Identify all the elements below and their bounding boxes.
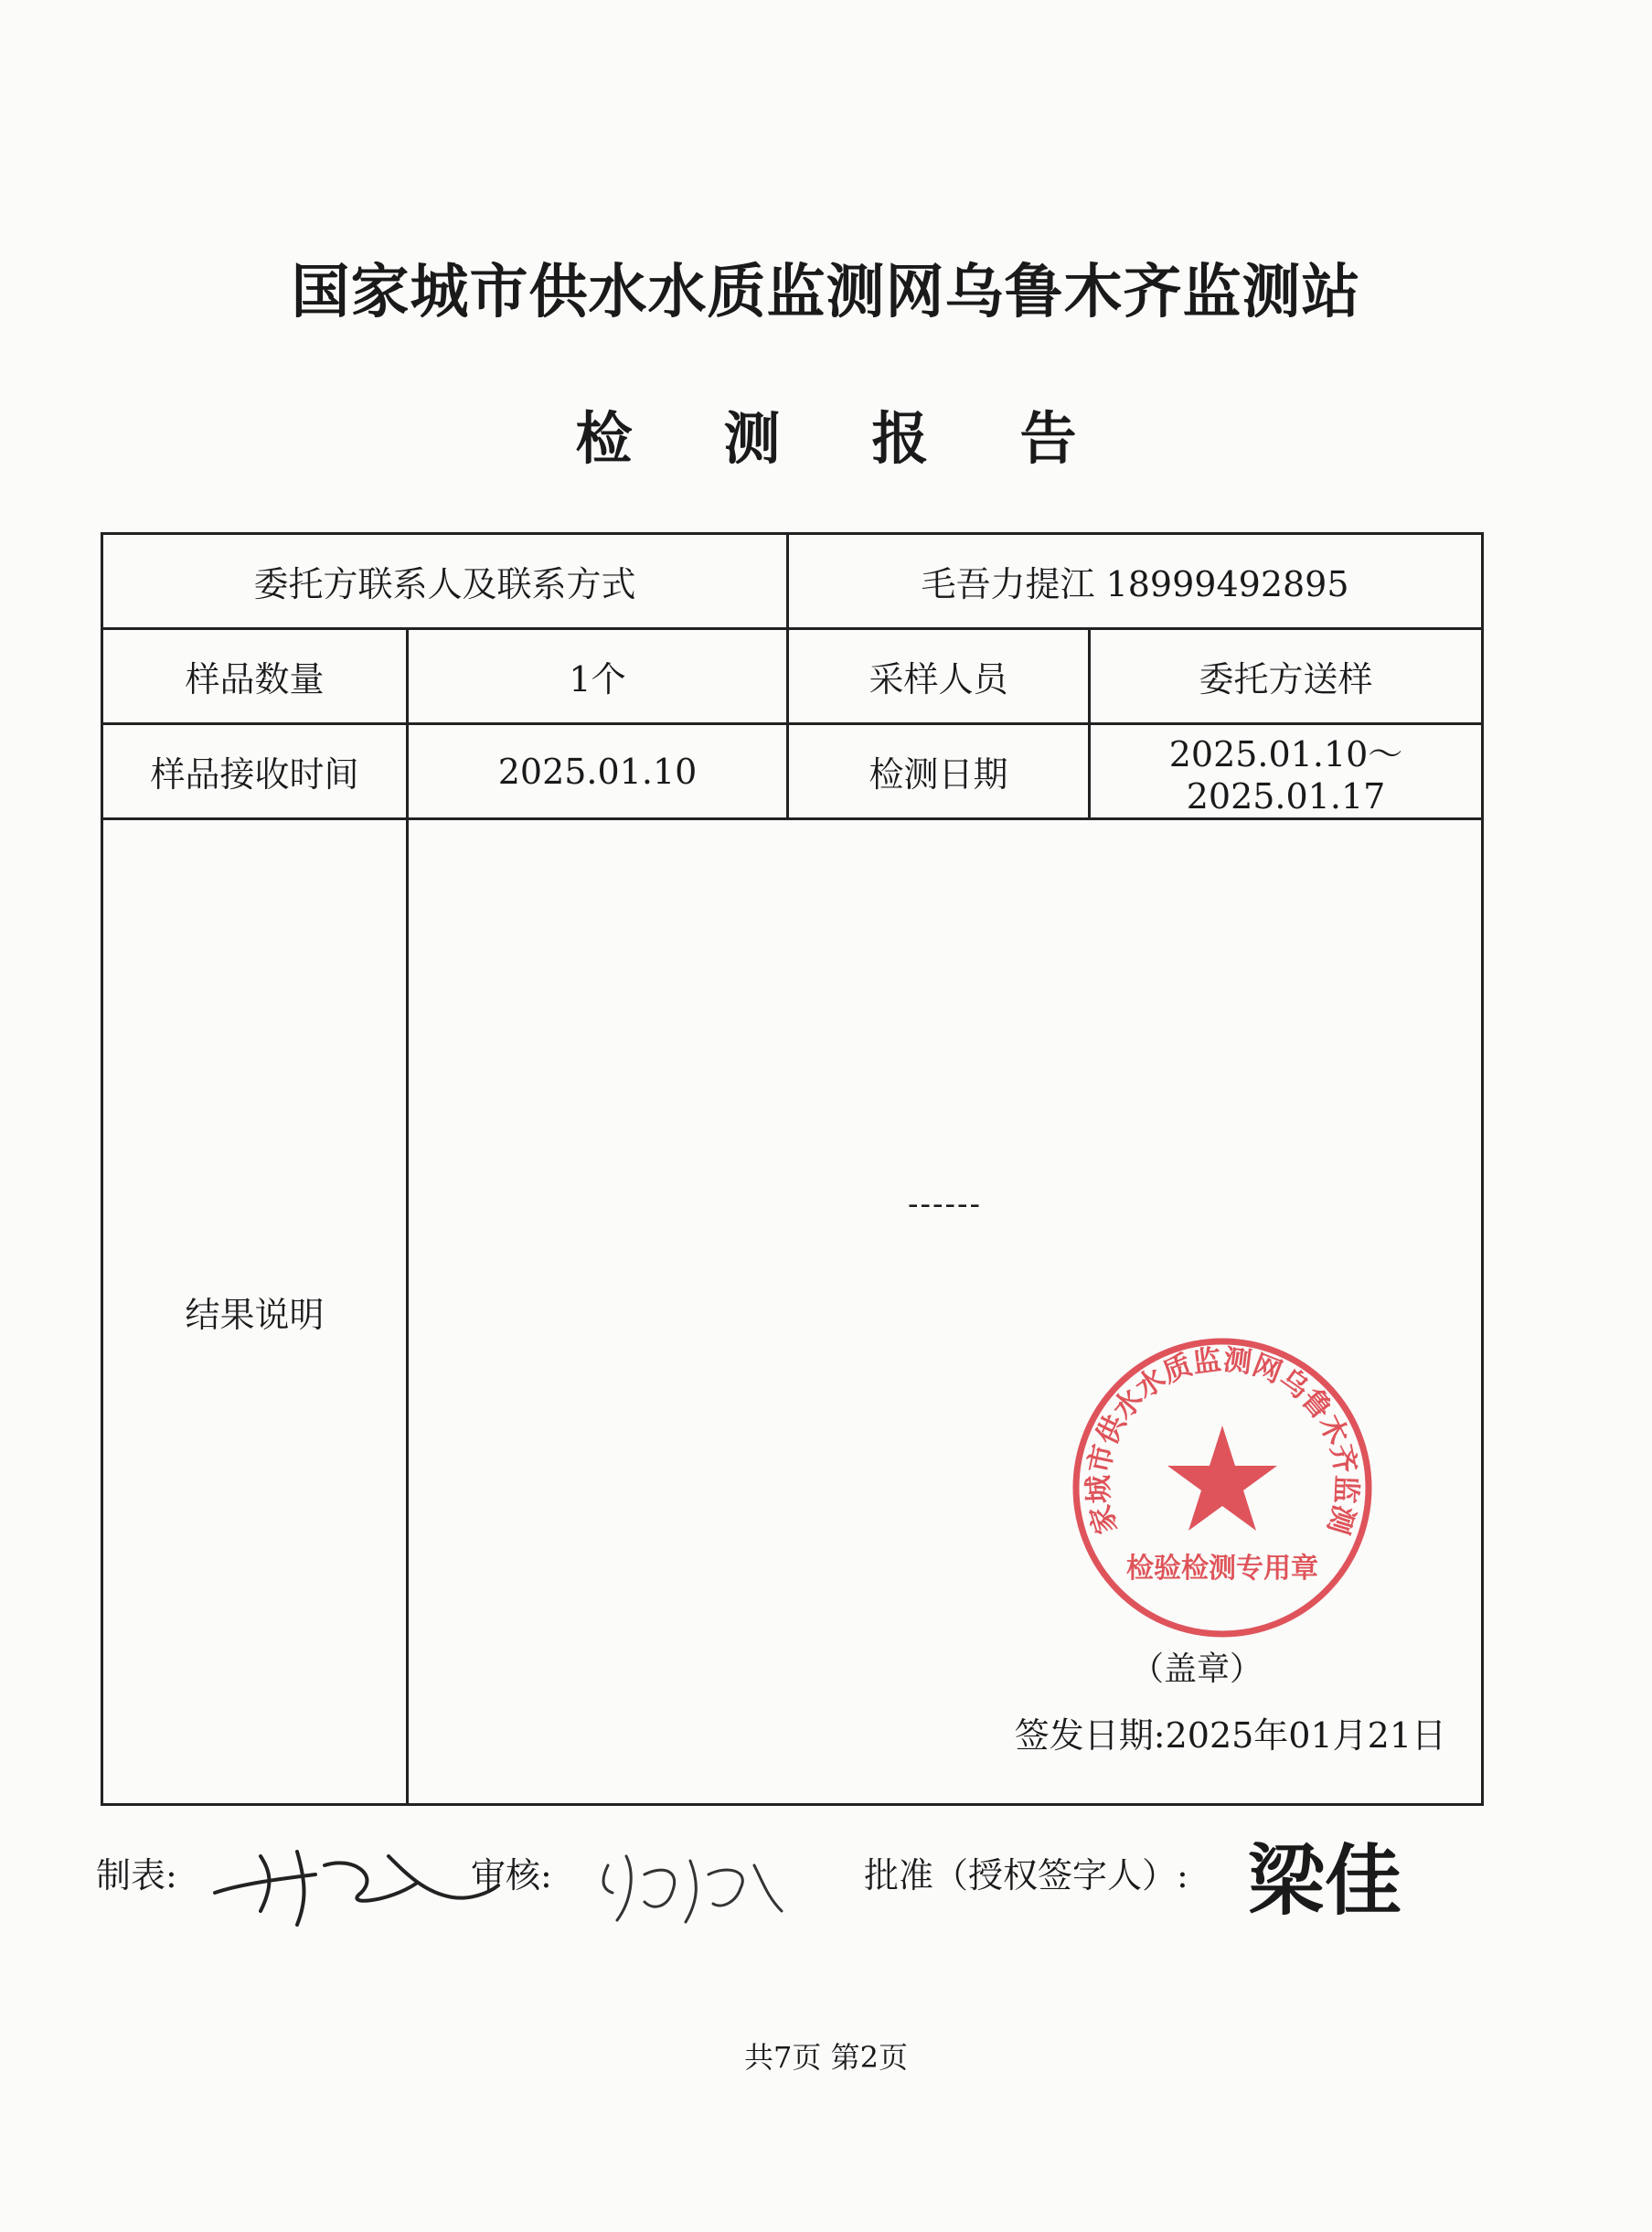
issue-date: 签发日期:2025年01月21日 [1014,1715,1447,1756]
sampler-value: 委托方送样 [1090,629,1483,724]
result-label: 结果说明 [102,819,408,1805]
sampler-label: 采样人员 [788,629,1090,724]
test-date-value: 2025.01.10～2025.01.17 [1090,724,1483,819]
signature-row [96,1829,1486,1938]
result-cell [408,819,1483,1805]
approved-by-label: 批准（授权签字人）: [864,1855,1188,1896]
official-seal [1067,1332,1378,1643]
approver-signature: 梁佳 [1248,1836,1402,1926]
table-row [102,629,1483,724]
seal-caption: （盖章） [1131,1650,1263,1688]
page-number: 共7页 第2页 [744,2040,908,2075]
client-contact-label: 委托方联系人及联系方式 [102,534,788,629]
prepared-by-label: 制表: [96,1855,177,1896]
table-row [102,534,1483,629]
reviewer-signature-icon [590,1838,800,1929]
reviewed-by-label: 审核: [471,1855,552,1896]
table-row [102,819,1483,1805]
sample-count-value: 1个 [408,629,788,724]
result-value: ------ [908,1186,982,1223]
prepared-signature-icon [206,1829,507,1929]
receive-time-label: 样品接收时间 [102,724,408,819]
seal-inner-text: 检验检测专用章 [1126,1553,1318,1585]
client-contact-value: 毛吾力提江 18999492895 [788,534,1483,629]
test-date-label: 检测日期 [788,724,1090,819]
table-row [102,724,1483,819]
sample-count-label: 样品数量 [102,629,408,724]
seal-outer-text: 家城市供水水质监测网乌鲁木齐监测 [1082,1343,1363,1538]
report-title: 检测报告 [575,405,1168,472]
organization-title: 国家城市供水水质监测网乌鲁木齐监测站 [291,259,1361,326]
receive-time-value: 2025.01.10 [408,724,788,819]
seal-icon [1067,1332,1378,1643]
report-table [101,532,1484,1806]
